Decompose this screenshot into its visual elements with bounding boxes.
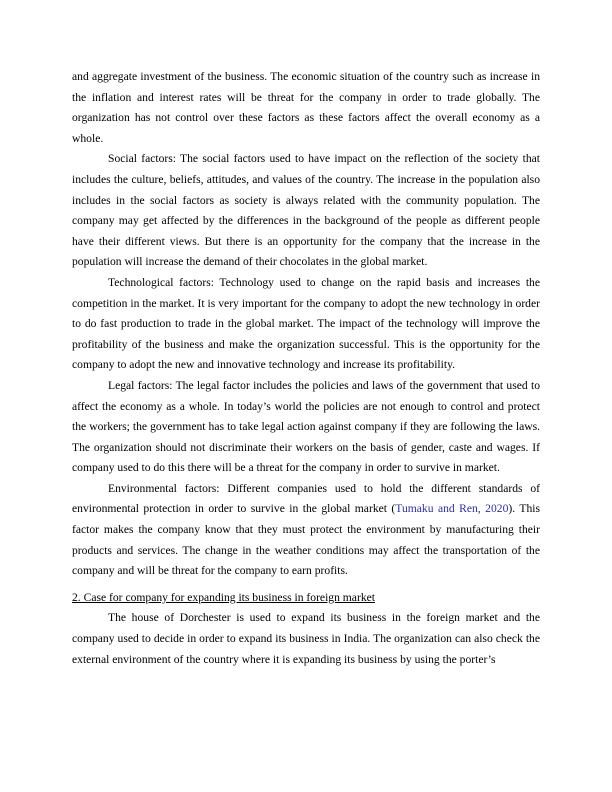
paragraph-environmental-factors	[72, 479, 540, 582]
paragraph-legal-factors: Legal factors: The legal factor includes the policies and laws of the government that used to affect the economy as a whole. In today’s world the policies are not enough to control and protect the workers; the government has to take legal action against company if they are following the laws. The organization should not discriminate their workers on the basis of gender, caste and wages. If company used to do this there will be a threat for the company in order to survive in market.	[72, 378, 540, 475]
paragraph-economic-continued: and aggregate investment of the business. The economic situation of the country such as increase in the inflation and interest rates will be threat for the company in order to trade globally. The organization has not control over these factors as these factors affect the overall economy as a whole.	[72, 70, 540, 145]
citation-link[interactable]: Tumaku and Ren, 2020	[395, 502, 509, 516]
environmental-text-start: Environmental factors: Different companies used to hold the different standards of environmental protection in order to survive in the global market (	[72, 481, 540, 516]
paragraph-expansion-case: The house of Dorchester is used to expand its business in the foreign market and the company used to decide in order to expand its business in India. The organization can also check the external environment of the country where it is expanding its business by using the porter’s	[72, 611, 540, 666]
environmental-text-end: ). This factor makes the company know that they must protect the environment by manufacturing their products and services. The change in the weather conditions may affect the transportation of the company and will be threat for the company to earn profits.	[72, 502, 540, 578]
paragraph-technological-factors: Technological factors: Technology used to change on the rapid basis and increases the competition in the market. It is very important for the company to adopt the new technology in order to do fast production to trade in the global market. The impact of the technology will improve the profitability of the business and make the organization successful. This is the opportunity for the company to adopt the new and innovative technology and increase its profitability.	[72, 275, 540, 372]
document-page	[72, 67, 540, 670]
section-heading-expansion: 2. Case for company for expanding its business in foreign market	[72, 590, 375, 604]
paragraph-social-factors: Social factors: The social factors used to have impact on the reflection of the society that includes the culture, beliefs, attitudes, and values of the country. The increase in the population also includes in the social factors as society is always related with the community population. The company may get affected by the differences in the background of the people as different people have their different views. But there is an opportunity for the company that the increase in the population will increase the demand of their chocolates in the global market.	[72, 152, 540, 269]
